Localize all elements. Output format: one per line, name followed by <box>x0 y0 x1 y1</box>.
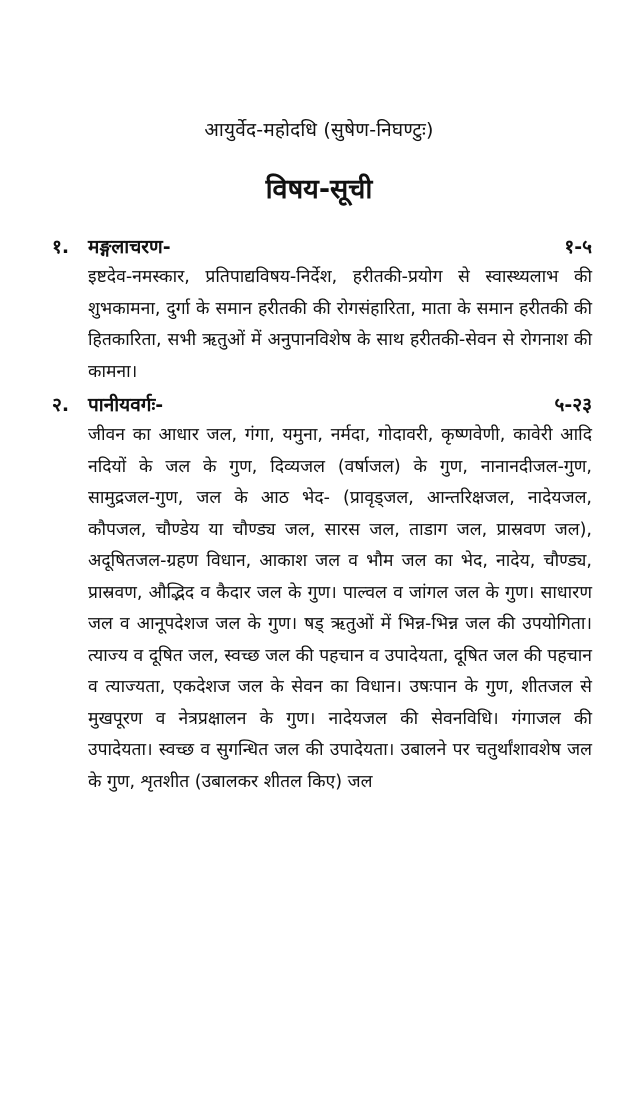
entry-description: जीवन का आधार जल, गंगा, यमुना, नर्मदा, गोदावरी, कृष्णवेणी, कावेरी आदि नदियों के जल के गुण, दिव्यजल (वर्षाजल) के गुण, नानानदीजल-गुण, सामुद्रजल-गुण, जल के आठ भेद- (प्रावृड्जल, आन्तरिक्षजल, नादेयजल, कौपजल, चौण्डेय या चौण्ड्य जल, सारस जल, ताडाग जल, प्रास्रवण जल), अदूषितजल-ग्रहण विधान, आकाश जल व भौम जल का भेद, नादेय, चौण्ड्य, प्रास्रवण, औद्भिद व कैदार जल के गुण। पाल्वल व जांगल जल के गुण। साधारण जल व आनूपदेशज जल के गुण। षड् ऋतुओं में भिन्न-भिन्न जल की उपयोगिता। त्याज्य व दूषित जल, स्वच्छ जल की पहचान व उपादेयता, दूषित जल की पहचान व त्याज्यता, एकदेशज जल के सेवन का विधान। उषःपान के गुण, शीतजल से मुखपूरण व नेत्रप्रक्षालन के गुण। नादेयजल की सेवनविधि। गंगाजल की उपादेयता। स्वच्छ व सुगन्धित जल की उपादेयता। उबालने पर चतुर्थांशावशेष जल के गुण, शृतशीत (उबालकर शीतल किए) जल <box>88 425 592 792</box>
running-header: आयुर्वेद-महोदधि (सुषेण-निघण्टुः) <box>204 119 434 141</box>
page-title: विषय-सूची <box>265 174 373 205</box>
contents-entry-1 <box>52 232 592 388</box>
contents-list <box>52 232 592 798</box>
entry-title: पानीयवर्गः- <box>88 394 164 416</box>
entry-page-range: ५-२३ <box>554 394 592 416</box>
entry-page-range: १-५ <box>564 236 592 258</box>
entry-description: इष्टदेव-नमस्कार, प्रतिपाद्यविषय-निर्देश, हरीतकी-प्रयोग से स्वास्थ्यलाभ की शुभकामना, दुर्गा के समान हरीतकी की रोगसंहारिता, माता के समान हरीतकी की हितकारिता, सभी ऋतुओं में अनुपानविशेष के साथ हरीतकी-सेवन से रोगनाश की कामना। <box>88 267 592 382</box>
contents-entry-2 <box>52 390 592 798</box>
entry-number: १. <box>52 236 70 258</box>
entry-title: मङ्गलाचरण- <box>88 236 171 258</box>
entry-heading <box>52 390 592 420</box>
entry-heading <box>52 232 592 262</box>
entry-number: २. <box>52 394 70 416</box>
